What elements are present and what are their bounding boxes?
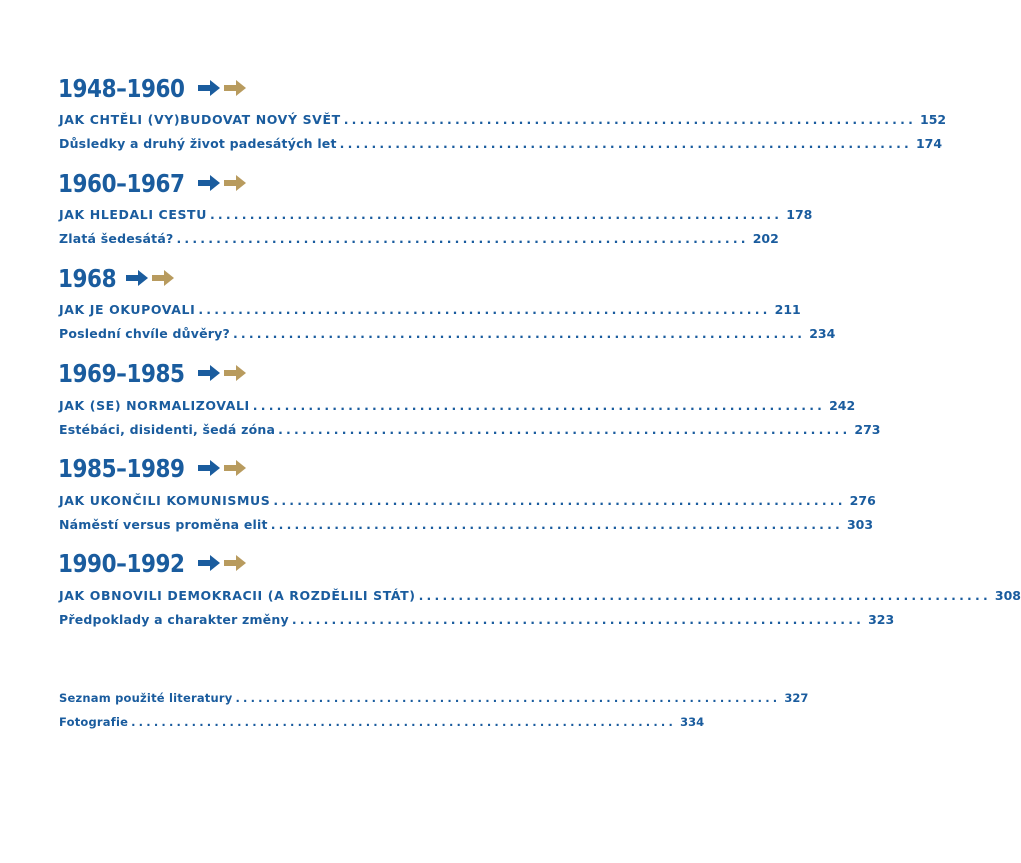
toc-entry[interactable]	[59, 136, 943, 154]
toc-entry[interactable]	[59, 588, 1021, 606]
entry-page: 276	[849, 493, 876, 508]
arrow-right-icon	[198, 365, 220, 381]
section-heading	[58, 261, 178, 295]
leader-dots: ........................................................................	[343, 112, 917, 127]
toc-entry[interactable]	[59, 612, 895, 630]
toc-entry[interactable]	[59, 326, 836, 344]
entry-title: JAK CHTĚLI (VY)BUDOVAT NOVÝ SVĚT	[59, 112, 341, 127]
entry-page: 234	[809, 326, 836, 341]
entry-title: Poslední chvíle důvěry?	[59, 326, 230, 341]
arrow-right-icon	[224, 460, 246, 476]
section-year: 1948–1960	[58, 73, 185, 103]
leader-dots: ........................................................................	[176, 231, 749, 246]
section-year: 1985–1989	[58, 453, 185, 483]
toc-entry[interactable]	[59, 422, 881, 440]
double-arrow	[196, 552, 250, 574]
arrow-right-icon	[198, 175, 220, 191]
section-year: 1990–1992	[58, 548, 185, 578]
toc-entry[interactable]	[59, 493, 876, 511]
arrow-right-icon	[224, 175, 246, 191]
section-year: 1960–1967	[58, 168, 185, 198]
toc-entry[interactable]	[59, 207, 813, 225]
arrow-right-icon	[224, 555, 246, 571]
leader-dots: ........................................................................	[339, 136, 912, 151]
entry-title: Náměstí versus proměna elit	[59, 517, 268, 532]
section-heading	[58, 166, 250, 200]
double-arrow	[196, 77, 250, 99]
entry-title: JAK JE OKUPOVALI	[59, 302, 196, 317]
arrow-right-icon	[126, 270, 148, 286]
arrow-right-icon	[224, 365, 246, 381]
double-arrow	[196, 457, 250, 479]
leader-dots: ........................................................................	[278, 422, 851, 437]
entry-title: Fotografie	[59, 715, 129, 729]
entry-page: 327	[784, 691, 809, 705]
arrow-right-icon	[224, 80, 246, 96]
toc-entry[interactable]	[59, 691, 809, 709]
arrow-right-icon	[152, 270, 174, 286]
leader-dots: ........................................................................	[232, 326, 806, 341]
double-arrow	[196, 172, 250, 194]
leader-dots: ........................................................................	[418, 588, 991, 603]
entry-page: 202	[752, 231, 779, 246]
entry-page: 152	[920, 112, 947, 127]
entry-page: 334	[680, 715, 705, 729]
leader-dots: ........................................................................	[235, 691, 781, 705]
entry-title: JAK HLEDALI CESTU	[59, 207, 207, 222]
entry-title: Důsledky a druhý život padesátých let	[59, 136, 337, 151]
section-heading	[58, 546, 250, 580]
leader-dots: ........................................................................	[252, 398, 826, 413]
entry-page: 178	[786, 207, 813, 222]
section-year: 1969–1985	[58, 358, 185, 388]
entry-page: 323	[868, 612, 895, 627]
entry-title: JAK OBNOVILI DEMOKRACII (A ROZDĚLILI STÁT)	[59, 588, 416, 603]
entry-page: 174	[915, 136, 943, 151]
double-arrow	[124, 267, 178, 289]
entry-title: Předpoklady a charakter změny	[59, 612, 289, 627]
entry-page: 308	[994, 588, 1021, 603]
entry-page: 211	[774, 302, 801, 317]
arrow-right-icon	[198, 460, 220, 476]
toc-entry[interactable]	[59, 112, 947, 130]
section-year: 1968	[58, 263, 117, 293]
toc-entry[interactable]	[59, 231, 779, 249]
toc-entry[interactable]	[59, 398, 856, 416]
section-heading	[58, 451, 250, 485]
leader-dots: ........................................................................	[198, 302, 771, 317]
double-arrow	[196, 362, 250, 384]
entry-page: 273	[854, 422, 881, 437]
section-heading	[58, 356, 250, 390]
entry-title: JAK UKONČILI KOMUNISMUS	[59, 493, 271, 508]
toc-entry[interactable]	[59, 715, 705, 733]
entry-title: Seznam použité literatury	[59, 691, 233, 705]
entry-title: Estébáci, disidenti, šedá zóna	[59, 422, 276, 437]
entry-page: 242	[829, 398, 856, 413]
section-heading	[58, 71, 250, 105]
arrow-right-icon	[198, 555, 220, 571]
toc-entry[interactable]	[59, 302, 801, 320]
entry-title: JAK (SE) NORMALIZOVALI	[59, 398, 250, 413]
toc-entry[interactable]	[59, 517, 874, 535]
entry-title: Zlatá šedesátá?	[59, 231, 174, 246]
leader-dots: ........................................................................	[291, 612, 865, 627]
leader-dots: ........................................................................	[270, 517, 843, 532]
leader-dots: ........................................................................	[131, 715, 677, 729]
entry-page: 303	[846, 517, 874, 532]
leader-dots: ........................................................................	[273, 493, 846, 508]
leader-dots: ........................................................................	[209, 207, 783, 222]
arrow-right-icon	[198, 80, 220, 96]
